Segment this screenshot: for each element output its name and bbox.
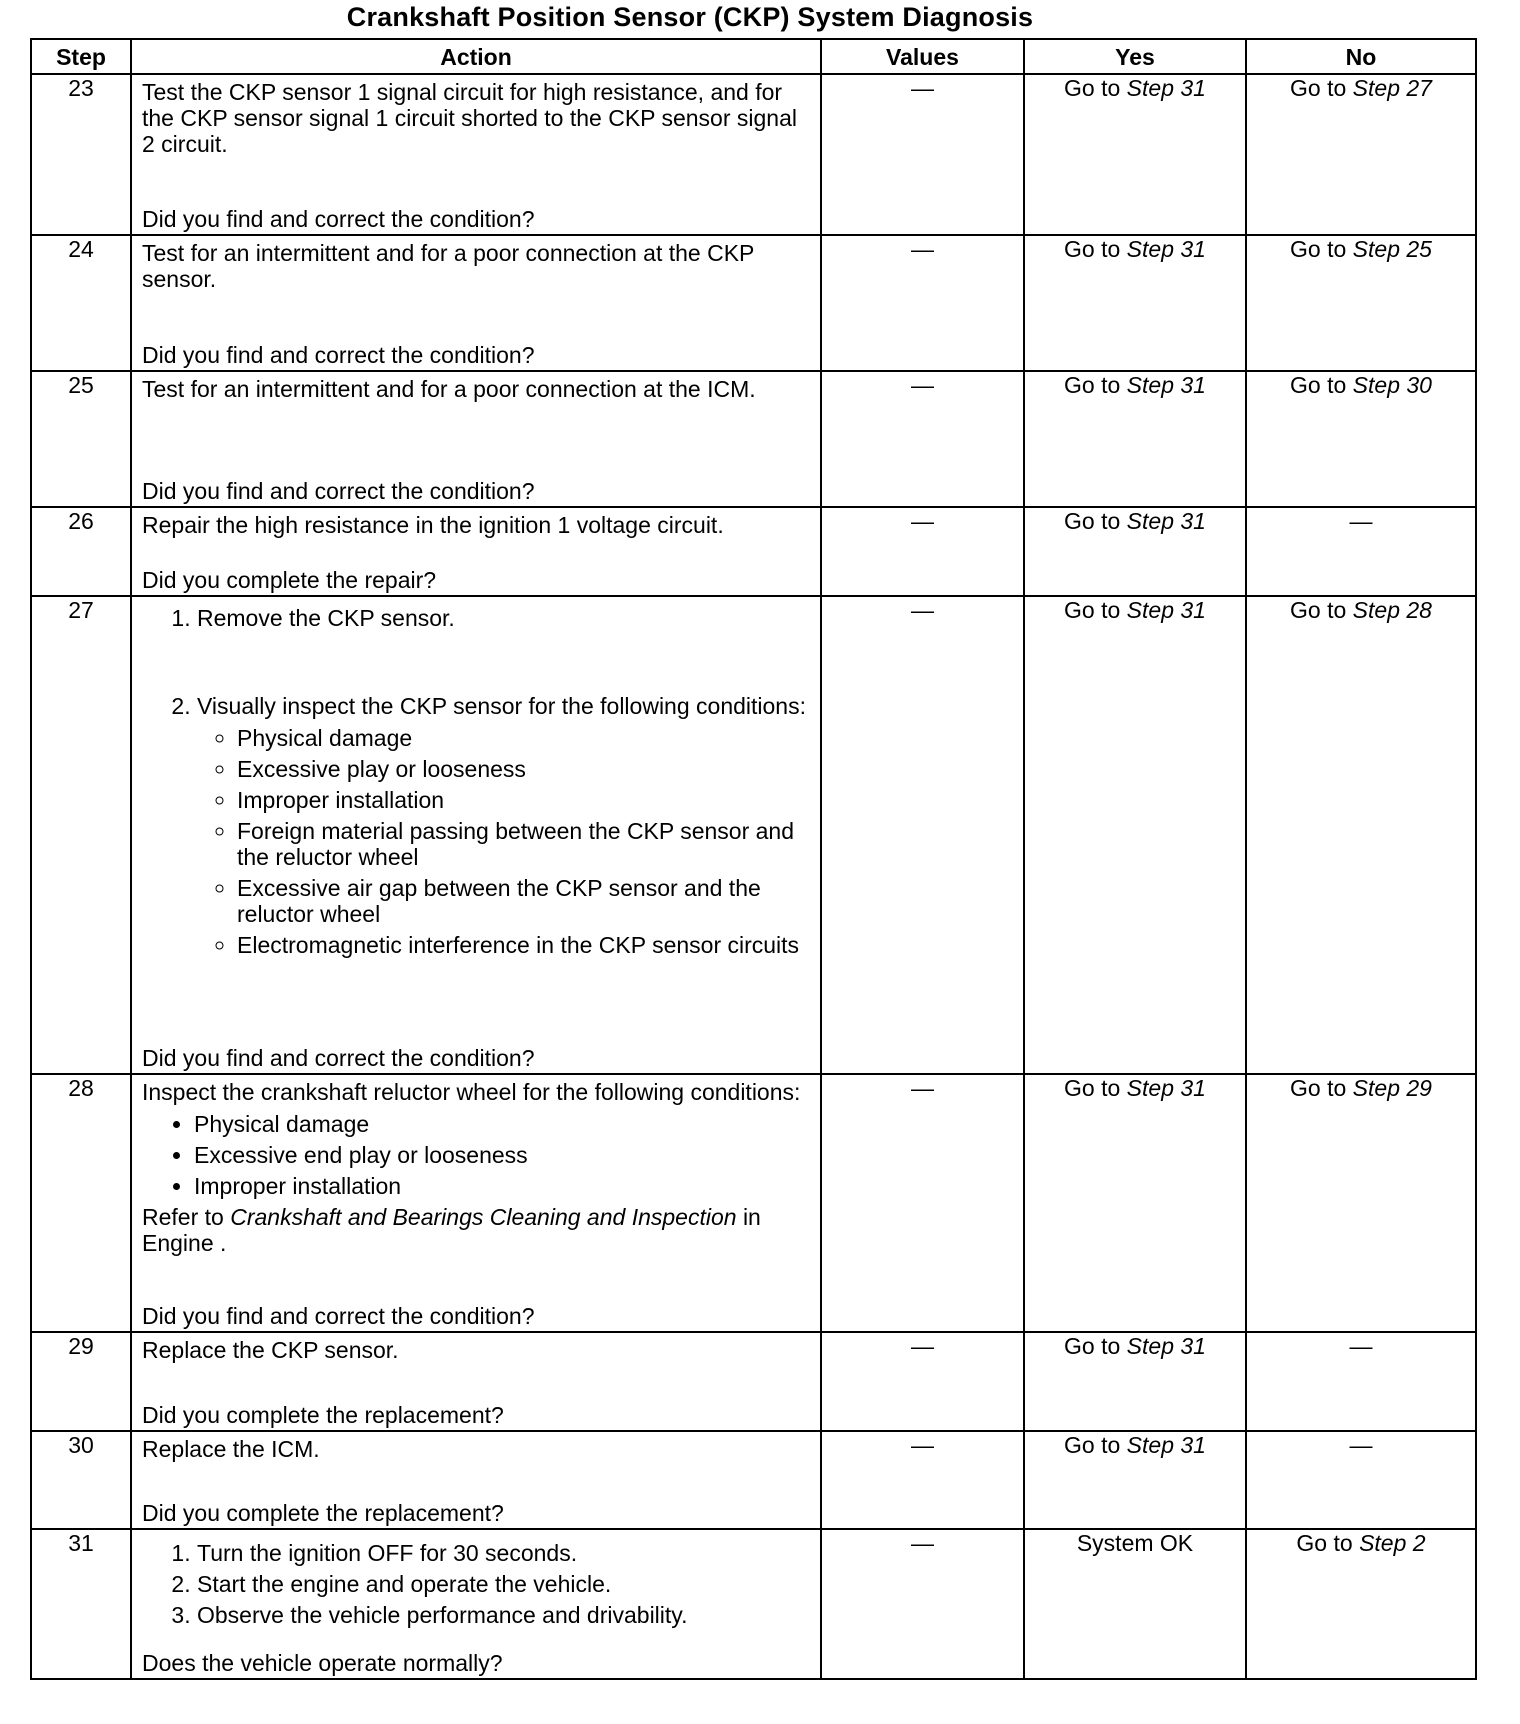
step-number: 27	[31, 596, 131, 1074]
step-row-29	[31, 1332, 1476, 1431]
goto-prefix: Go to	[1064, 372, 1121, 398]
action-text: Replace the ICM.	[142, 1436, 320, 1462]
bullet-list	[142, 1111, 812, 1199]
step-number: 31	[31, 1529, 131, 1679]
values-cell: —	[821, 596, 1024, 1074]
goto-prefix: Go to	[1290, 372, 1347, 398]
yes-cell	[1024, 1431, 1246, 1529]
bullet-item: ◦ Foreign material passing between the CKP sensor and the reluctor wheel	[237, 818, 812, 870]
action-cell	[131, 1074, 821, 1332]
numbered-steps	[142, 693, 812, 958]
step-row-27	[31, 596, 1476, 1074]
bullet-item: • Excessive end play or looseness	[194, 1142, 812, 1168]
step-number: 24	[31, 235, 131, 371]
yes-target: Step 31	[1126, 1075, 1206, 1101]
reference-prefix: Refer to	[142, 1204, 224, 1230]
list-item	[197, 693, 812, 958]
step-row-26	[31, 507, 1476, 596]
values-cell: —	[821, 235, 1024, 371]
goto-prefix: Go to	[1064, 1075, 1121, 1101]
goto-prefix: Go to	[1064, 508, 1121, 534]
no-target: Step 29	[1352, 1075, 1432, 1101]
numbered-steps	[142, 605, 812, 631]
values-cell: —	[821, 1074, 1024, 1332]
action-cell	[131, 596, 821, 1074]
list-item: 2. Start the engine and operate the vehicle.	[197, 1571, 812, 1597]
goto-prefix: Go to	[1064, 75, 1121, 101]
bullet-item: • Improper installation	[194, 1173, 812, 1199]
action-text: Repair the high resistance in the ignition 1 voltage circuit.	[142, 512, 724, 538]
action-question: Did you find and correct the condition?	[142, 478, 535, 504]
yes-cell	[1024, 1332, 1246, 1431]
action-question: Did you find and correct the condition?	[142, 342, 535, 368]
goto-prefix: Go to	[1290, 597, 1347, 623]
no-target: Step 27	[1352, 75, 1432, 101]
header-step: Step	[31, 39, 131, 74]
bullet-list	[197, 725, 812, 958]
yes-cell	[1024, 371, 1246, 507]
step-number: 30	[31, 1431, 131, 1529]
action-question: Does the vehicle operate normally?	[142, 1650, 503, 1676]
values-cell: —	[821, 1431, 1024, 1529]
no-target: Step 2	[1359, 1530, 1426, 1556]
action-question: Did you find and correct the condition?	[142, 1303, 535, 1329]
values-cell: —	[821, 1332, 1024, 1431]
step-number: 26	[31, 507, 131, 596]
numbered-steps	[142, 1540, 812, 1628]
no-cell	[1246, 371, 1476, 507]
no-target: Step 25	[1352, 236, 1432, 262]
action-question: Did you find and correct the condition?	[142, 1045, 535, 1071]
bullet-item: ◦ Physical damage	[237, 725, 812, 751]
step-number: 29	[31, 1332, 131, 1431]
list-item: 1. Turn the ignition OFF for 30 seconds.	[197, 1540, 812, 1566]
action-cell	[131, 371, 821, 507]
no-target: Step 28	[1352, 597, 1432, 623]
goto-prefix: Go to	[1290, 236, 1347, 262]
bullet-item: • Physical damage	[194, 1111, 812, 1137]
yes-target: Step 31	[1126, 508, 1206, 534]
yes-cell	[1024, 74, 1246, 235]
yes-target: Step 31	[1126, 1432, 1206, 1458]
yes-cell	[1024, 596, 1246, 1074]
step-number: 28	[31, 1074, 131, 1332]
bullet-item: ◦ Excessive air gap between the CKP sensor and the reluctor wheel	[237, 875, 812, 927]
step-number: 23	[31, 74, 131, 235]
yes-cell	[1024, 507, 1246, 596]
action-cell	[131, 1431, 821, 1529]
bullet-item: ◦ Electromagnetic interference in the CKP sensor circuits	[237, 932, 812, 958]
yes-target: Step 31	[1126, 372, 1206, 398]
step-row-31	[31, 1529, 1476, 1679]
step-row-23	[31, 74, 1476, 235]
yes-cell: System OK	[1024, 1529, 1246, 1679]
goto-prefix: Go to	[1064, 597, 1121, 623]
no-cell: —	[1246, 1431, 1476, 1529]
action-cell	[131, 74, 821, 235]
list-item: 3. Observe the vehicle performance and drivability.	[197, 1602, 812, 1628]
no-cell: —	[1246, 1332, 1476, 1431]
yes-target: Step 31	[1126, 597, 1206, 623]
reference-note	[142, 1204, 812, 1256]
header-yes: Yes	[1024, 39, 1246, 74]
yes-target: Step 31	[1126, 1333, 1206, 1359]
yes-target: Step 31	[1126, 236, 1206, 262]
no-cell	[1246, 1074, 1476, 1332]
action-question: Did you complete the replacement?	[142, 1402, 504, 1428]
action-question: Did you complete the replacement?	[142, 1500, 504, 1526]
action-cell	[131, 1529, 821, 1679]
goto-prefix: Go to	[1290, 1075, 1347, 1101]
no-cell	[1246, 596, 1476, 1074]
action-cell	[131, 1332, 821, 1431]
action-text: Test for an intermittent and for a poor connection at the ICM.	[142, 376, 756, 402]
goto-prefix: Go to	[1290, 75, 1347, 101]
list-item: 1. Remove the CKP sensor.	[197, 605, 812, 631]
action-text: Replace the CKP sensor.	[142, 1337, 399, 1363]
action-body	[142, 1079, 812, 1301]
reference-link[interactable]: Crankshaft and Bearings Cleaning and Inspection	[230, 1204, 737, 1230]
action-text: Test for an intermittent and for a poor connection at the CKP sensor.	[142, 240, 754, 292]
action-text: Inspect the crankshaft reluctor wheel for the following conditions:	[142, 1079, 801, 1105]
values-cell: —	[821, 74, 1024, 235]
no-cell	[1246, 1529, 1476, 1679]
goto-prefix: Go to	[1296, 1530, 1353, 1556]
action-body	[142, 601, 812, 1043]
diagnosis-table	[30, 38, 1477, 1680]
no-target: Step 30	[1352, 372, 1432, 398]
page-title: Crankshaft Position Sensor (CKP) System Diagnosis	[346, 2, 1034, 32]
action-text: Test the CKP sensor 1 signal circuit for high resistance, and for the CKP sensor signal 1 circuit shorted to the CKP sensor signal 2 circuit.	[142, 79, 797, 157]
header-row	[31, 39, 1476, 74]
step-row-28	[31, 1074, 1476, 1332]
reference-suffix: in Engine .	[142, 1204, 761, 1256]
yes-target: Step 31	[1126, 75, 1206, 101]
goto-prefix: Go to	[1064, 1432, 1121, 1458]
no-cell	[1246, 235, 1476, 371]
yes-cell	[1024, 1074, 1246, 1332]
no-cell: —	[1246, 507, 1476, 596]
values-cell: —	[821, 371, 1024, 507]
step-row-24	[31, 235, 1476, 371]
step-row-25	[31, 371, 1476, 507]
goto-prefix: Go to	[1064, 236, 1121, 262]
header-values: Values	[821, 39, 1024, 74]
action-body	[142, 1534, 812, 1648]
values-cell: —	[821, 1529, 1024, 1679]
bullet-item: ◦ Improper installation	[237, 787, 812, 813]
bullet-item: ◦ Excessive play or looseness	[237, 756, 812, 782]
goto-prefix: Go to	[1064, 1333, 1121, 1359]
no-cell	[1246, 74, 1476, 235]
action-question: Did you find and correct the condition?	[142, 206, 535, 232]
header-no: No	[1246, 39, 1476, 74]
action-question: Did you complete the repair?	[142, 567, 437, 593]
header-action: Action	[131, 39, 821, 74]
step-number: 25	[31, 371, 131, 507]
action-cell	[131, 507, 821, 596]
action-cell	[131, 235, 821, 371]
values-cell: —	[821, 507, 1024, 596]
yes-cell	[1024, 235, 1246, 371]
step-row-30	[31, 1431, 1476, 1529]
list-item-text: Visually inspect the CKP sensor for the following conditions:	[197, 693, 806, 719]
